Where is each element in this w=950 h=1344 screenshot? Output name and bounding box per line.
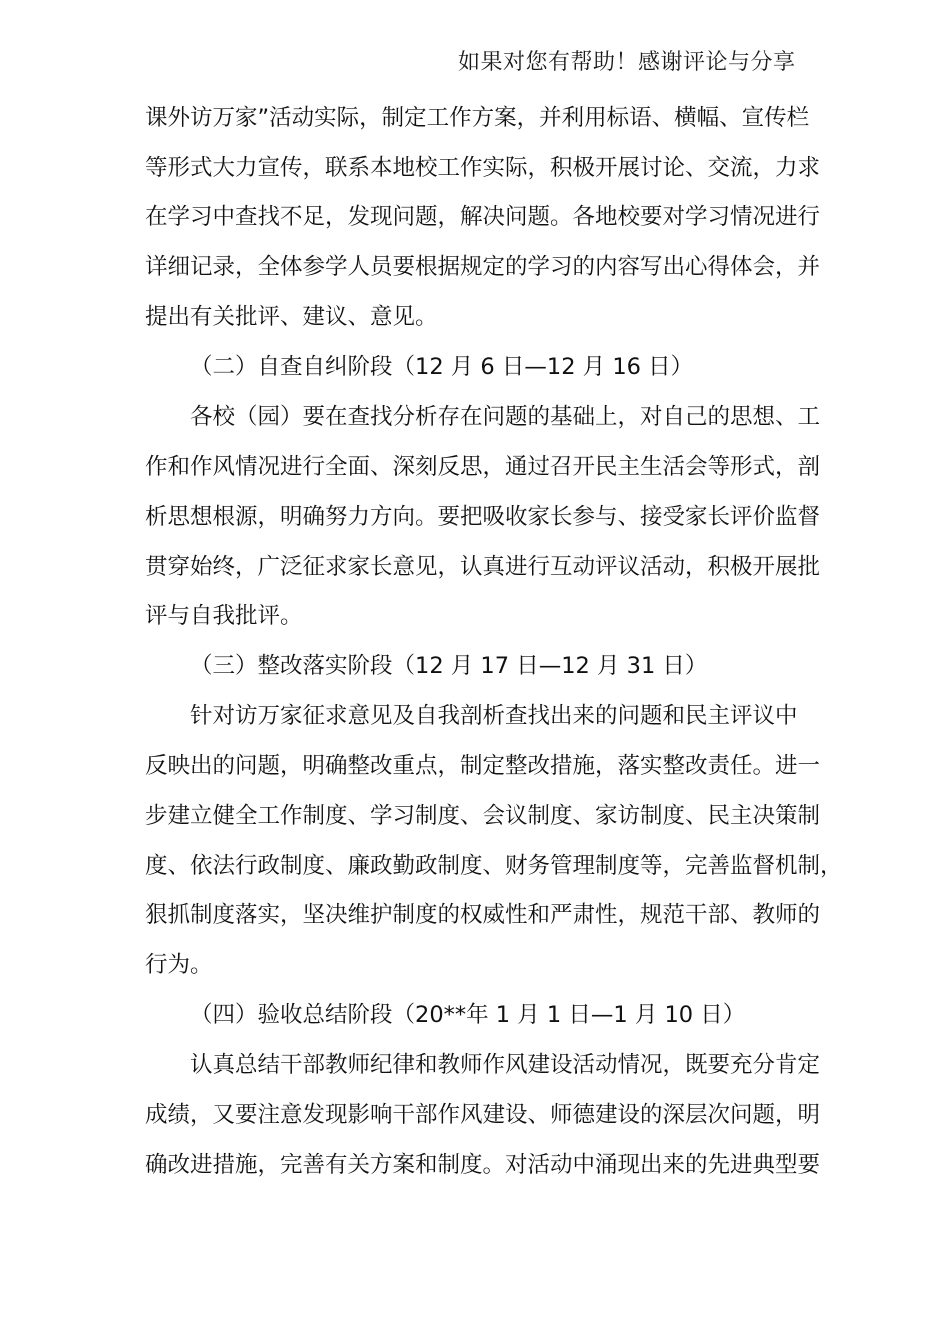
text-line: 成绩，又要注意发现影响干部作风建设、师德建设的深层次问题，明 — [145, 1102, 821, 1128]
text-line: 详细记录，全体参学人员要根据规定的学习的内容写出心得体会，并 — [145, 254, 821, 280]
section-heading-4: （四）验收总结阶段（20**年 1 月 1 日—1 月 10 日） — [190, 1002, 746, 1028]
text-line: 作和作风情况进行全面、深刻反思，通过召开民主生活会等形式，剖 — [145, 454, 821, 480]
paragraph-start: 针对访万家征求意见及自我剖析查找出来的问题和民主评议中 — [190, 703, 798, 729]
paragraph-start: 认真总结干部教师纪律和教师作风建设活动情况，既要充分肯定 — [190, 1052, 821, 1078]
section-heading-2: （二）自查自纠阶段（12 月 6 日—12 月 16 日） — [190, 354, 694, 380]
text-line: 评与自我批评。 — [145, 603, 303, 629]
section-heading-3: （三）整改落实阶段（12 月 17 日—12 月 31 日） — [190, 653, 708, 679]
text-line: 狠抓制度落实，坚决维护制度的权威性和严肃性，规范干部、教师的 — [145, 902, 821, 928]
text-line: 在学习中查找不足，发现问题，解决问题。各地校要对学习情况进行 — [145, 204, 821, 230]
text-line: 步建立健全工作制度、学习制度、会议制度、家访制度、民主决策制 — [145, 803, 821, 829]
text-line: 提出有关批评、建议、意见。 — [145, 304, 438, 330]
text-line: 课外访万家”活动实际，制定工作方案，并利用标语、横幅、宣传栏 — [145, 105, 810, 131]
text-line: 等形式大力宣传，联系本地校工作实际，积极开展讨论、交流，力求 — [145, 155, 821, 181]
text-line: 贯穿始终，广泛征求家长意见，认真进行互动评议活动，积极开展批 — [145, 554, 821, 580]
text-line: 反映出的问题，明确整改重点，制定整改措施，落实整改责任。进一 — [145, 753, 821, 779]
text-line: 度、依法行政制度、廉政勤政制度、财务管理制度等，完善监督机制， — [145, 853, 843, 879]
paragraph-start: 各校（园）要在查找分析存在问题的基础上，对自己的思想、工 — [190, 404, 821, 430]
text-line: 确改进措施，完善有关方案和制度。对活动中涌现出来的先进典型要 — [145, 1152, 821, 1178]
text-line: 析思想根源，明确努力方向。要把吸收家长参与、接受家长评价监督 — [145, 504, 821, 530]
text-line: 行为。 — [145, 952, 213, 978]
page-header-note: 如果对您有帮助！感谢评论与分享 — [458, 50, 796, 75]
